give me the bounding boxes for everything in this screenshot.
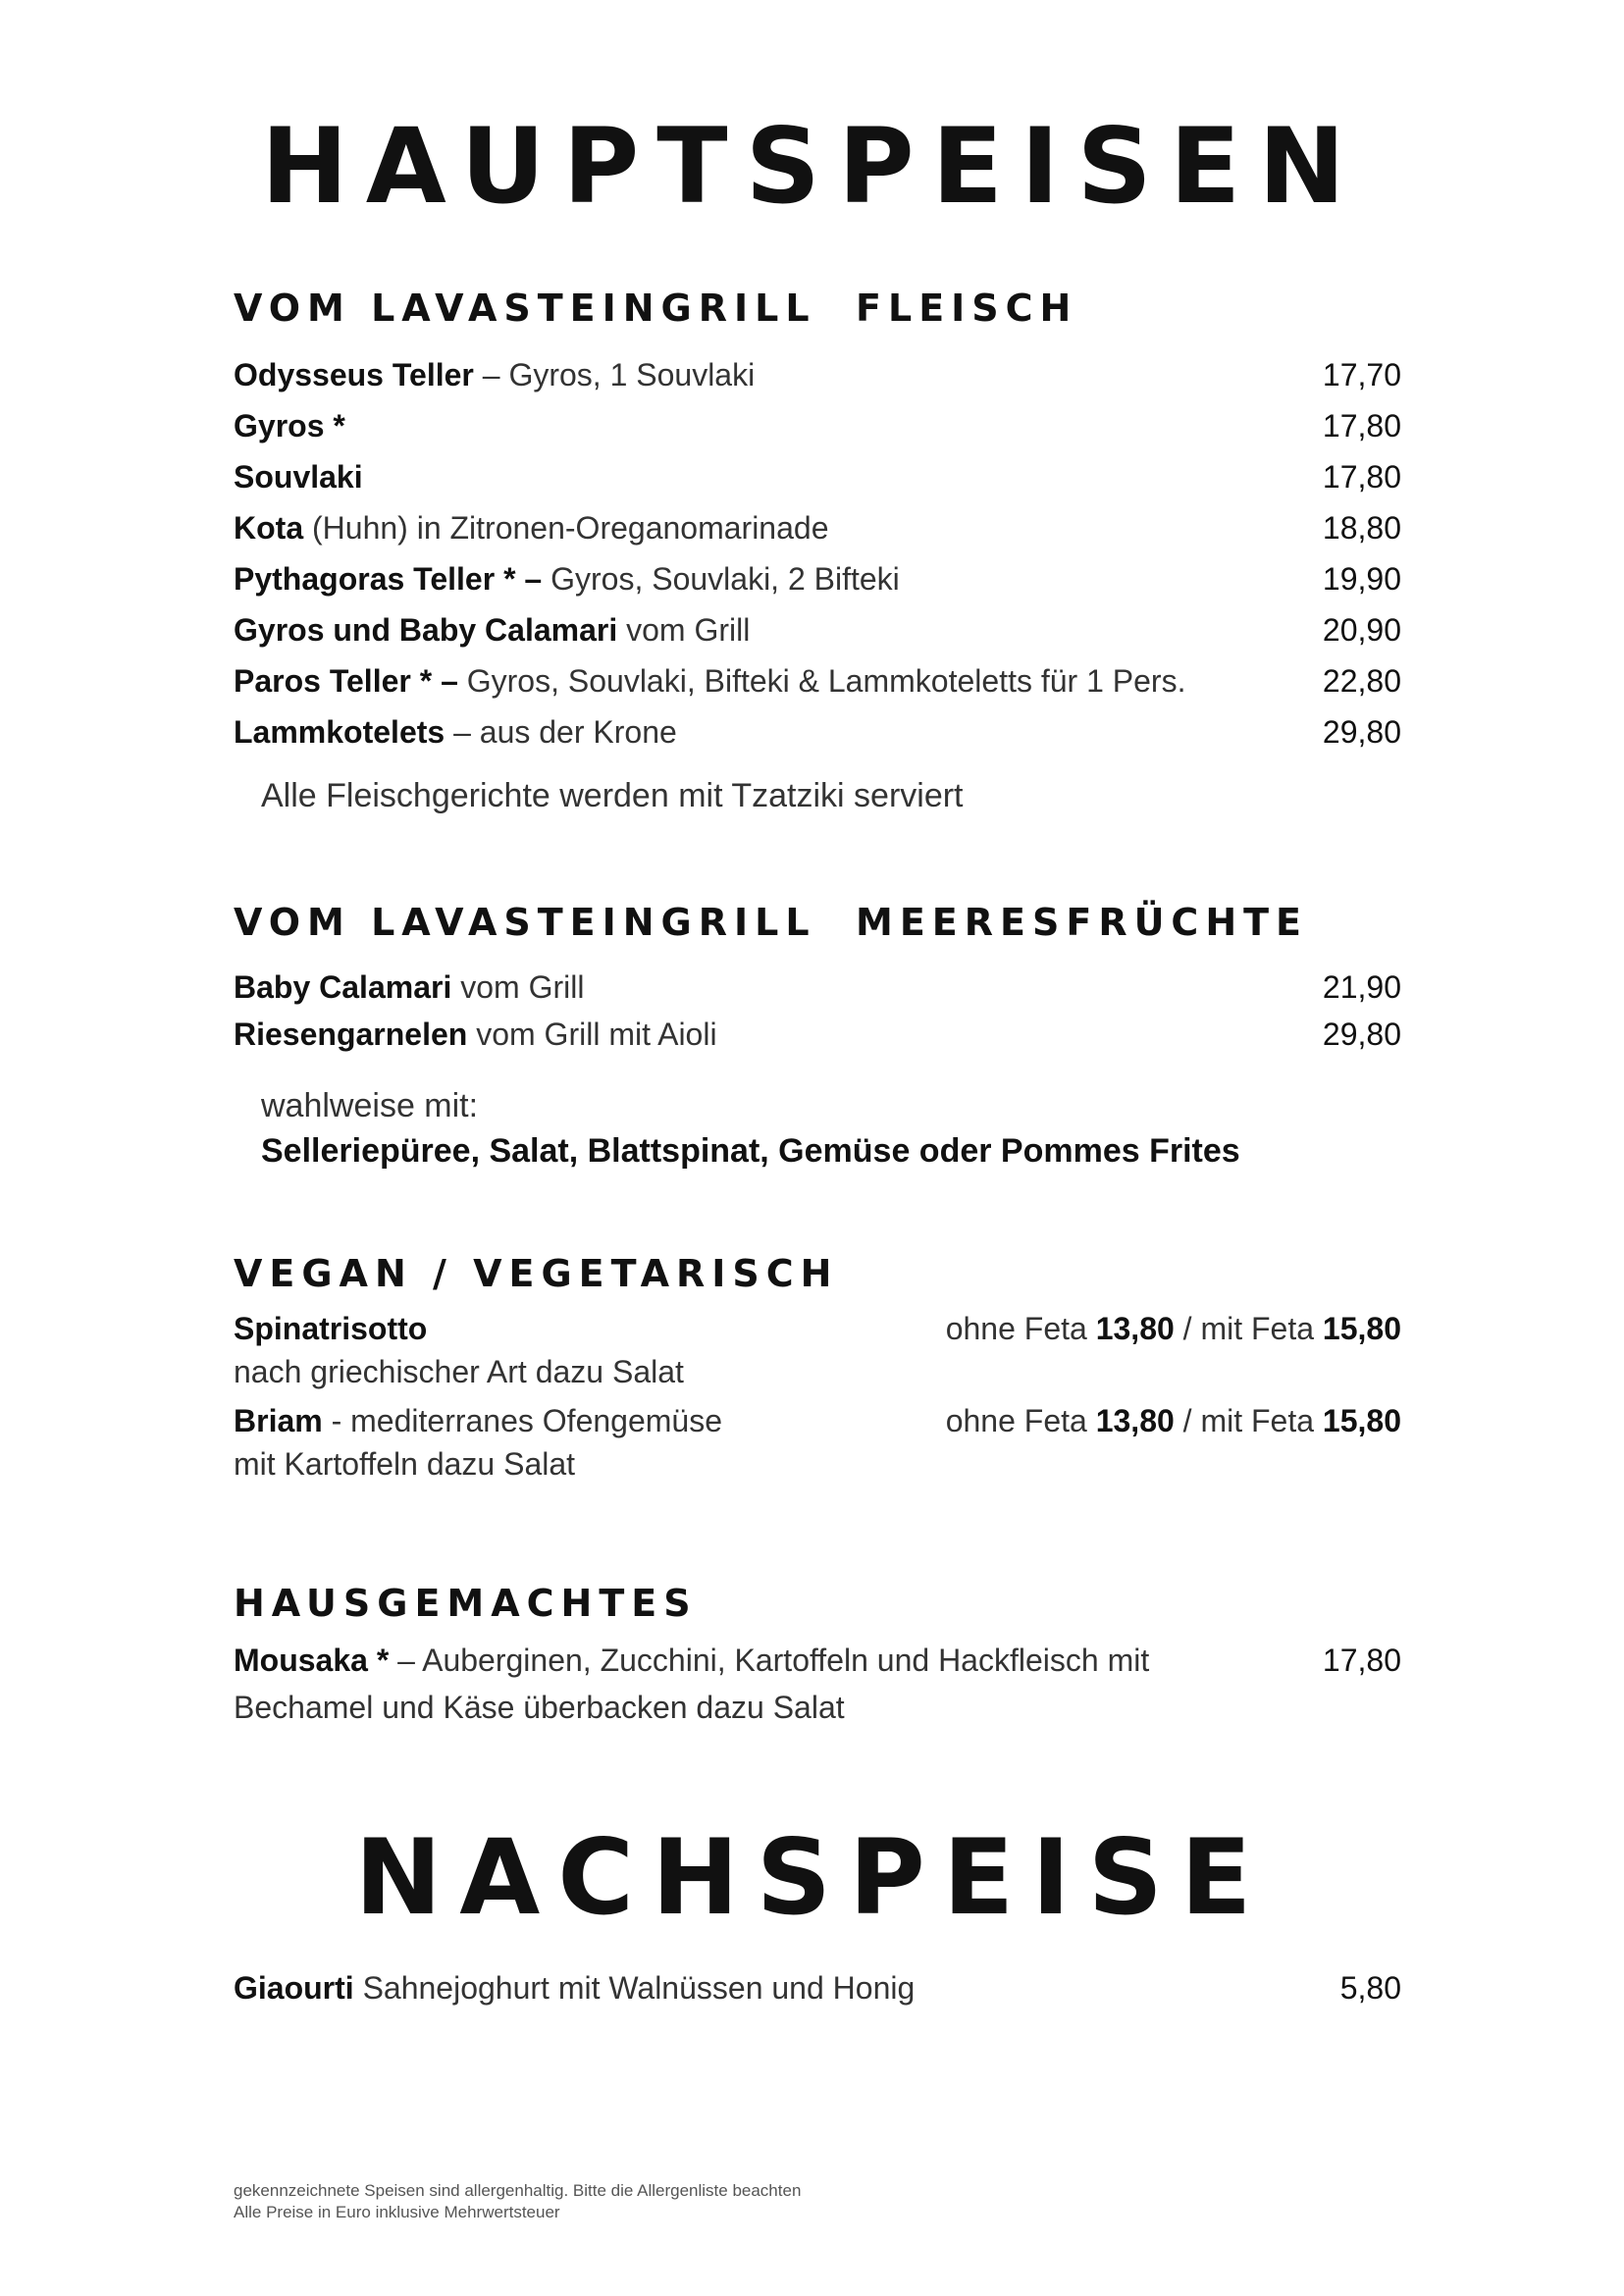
item-desc: - mediterranes Ofengemüse — [322, 1403, 722, 1438]
veg-item-sub: nach griechischer Art dazu Salat — [234, 1354, 684, 1389]
item-price: 19,90 — [1322, 561, 1401, 597]
footer-allergen-note: gekennzeichnete Speisen sind allergenhaltig. Bitte die Allergenliste beachten — [234, 2181, 802, 2200]
item-price: 20,90 — [1322, 612, 1401, 648]
item-name: Riesengarnelen — [234, 1017, 468, 1052]
item-desc: vom Grill — [617, 612, 751, 648]
ohne-feta-label: ohne Feta — [945, 1403, 1096, 1438]
section-heading-meeresfruechte: VOM LAVASTEINGRILL MEERESFRÜCHTE — [234, 901, 1308, 944]
item-name: Kota — [234, 510, 304, 546]
item-price: 21,90 — [1322, 969, 1401, 1005]
item-price: 17,80 — [1322, 1643, 1401, 1678]
section-heading-fleisch: VOM LAVASTEINGRILL FLEISCH — [234, 287, 1078, 330]
menu-item — [234, 402, 1401, 449]
menu-item — [234, 964, 1401, 1011]
section-heading-hausgemachtes: HAUSGEMACHTES — [234, 1582, 698, 1625]
item-desc: vom Grill mit Aioli — [467, 1017, 717, 1052]
item-sub: Bechamel und Käse überbacken dazu Salat — [234, 1690, 845, 1725]
item-desc: Gyros, Souvlaki, Bifteki & Lammkoteletts für 1 Pers. — [457, 663, 1186, 699]
item-name: Briam — [234, 1403, 323, 1438]
menu-item — [234, 708, 1401, 756]
item-price: 5,80 — [1339, 1970, 1401, 2006]
footer-price-note: Alle Preise in Euro inklusive Mehrwertsteuer — [234, 2203, 560, 2221]
menu-item — [234, 657, 1401, 704]
item-name: Mousaka * — [234, 1643, 390, 1678]
veg-item-prices — [911, 1399, 1401, 1442]
item-desc: vom Grill — [451, 969, 585, 1005]
item-desc: Gyros, Souvlaki, 2 Bifteki — [542, 561, 900, 597]
mit-feta-label: / mit Feta — [1174, 1311, 1323, 1346]
item-price: 17,80 — [1322, 408, 1401, 444]
item-name: Giaourti — [234, 1970, 354, 2006]
item-desc: (Huhn) in Zitronen-Oreganomarinade — [303, 510, 829, 546]
item-desc: Sahnejoghurt mit Walnüssen und Honig — [353, 1970, 916, 2006]
item-name: Pythagoras Teller * – — [234, 561, 543, 597]
item-name: Paros Teller * – — [234, 663, 458, 699]
item-name: Lammkotelets — [234, 714, 445, 750]
menu-item — [234, 606, 1401, 653]
item-price: 22,80 — [1322, 663, 1401, 699]
mit-feta-label: / mit Feta — [1174, 1403, 1323, 1438]
menu-item — [234, 1011, 1401, 1058]
veg-item-sub: mit Kartoffeln dazu Salat — [234, 1446, 576, 1482]
item-name: Gyros und Baby Calamari — [234, 612, 618, 648]
main-title: HAUPTSPEISEN — [261, 106, 1363, 227]
item-name: Souvlaki — [234, 459, 363, 495]
ohne-feta-price: 13,80 — [1095, 1311, 1175, 1346]
item-price: 17,70 — [1322, 357, 1401, 392]
item-name: Odysseus Teller — [234, 357, 474, 392]
item-name: Gyros * — [234, 408, 345, 444]
item-desc: – aus der Krone — [445, 714, 677, 750]
sides-intro: wahlweise mit: — [261, 1087, 479, 1124]
dessert-title: NACHSPEISE — [354, 1817, 1270, 1938]
item-desc: – Auberginen, Zucchini, Kartoffeln und Hackfleisch mit — [389, 1643, 1150, 1678]
menu-item — [234, 1637, 1401, 1684]
item-name: Baby Calamari — [234, 969, 452, 1005]
item-price: 29,80 — [1322, 714, 1401, 750]
item-price: 18,80 — [1322, 510, 1401, 546]
menu-item — [234, 453, 1401, 500]
ohne-feta-label: ohne Feta — [945, 1311, 1096, 1346]
mit-feta-price: 15,80 — [1322, 1311, 1401, 1346]
menu-item — [234, 1964, 1401, 2011]
veg-item-name — [234, 1399, 722, 1442]
veg-item-name — [234, 1307, 427, 1350]
item-price: 17,80 — [1322, 459, 1401, 495]
item-name: Spinatrisotto — [234, 1311, 428, 1346]
section-heading-vegan: VEGAN / VEGETARISCH — [234, 1252, 839, 1295]
item-price: 29,80 — [1322, 1017, 1401, 1052]
menu-item — [234, 504, 1401, 551]
sides-list: Selleriepüree, Salat, Blattspinat, Gemüse oder Pommes Frites — [261, 1132, 1240, 1170]
ohne-feta-price: 13,80 — [1095, 1403, 1175, 1438]
veg-item-prices — [911, 1307, 1401, 1350]
fleisch-note: Alle Fleischgerichte werden mit Tzatziki serviert — [261, 777, 964, 814]
mit-feta-price: 15,80 — [1322, 1403, 1401, 1438]
item-desc: – Gyros, 1 Souvlaki — [473, 357, 756, 392]
menu-item — [234, 555, 1401, 602]
menu-item — [234, 351, 1401, 398]
